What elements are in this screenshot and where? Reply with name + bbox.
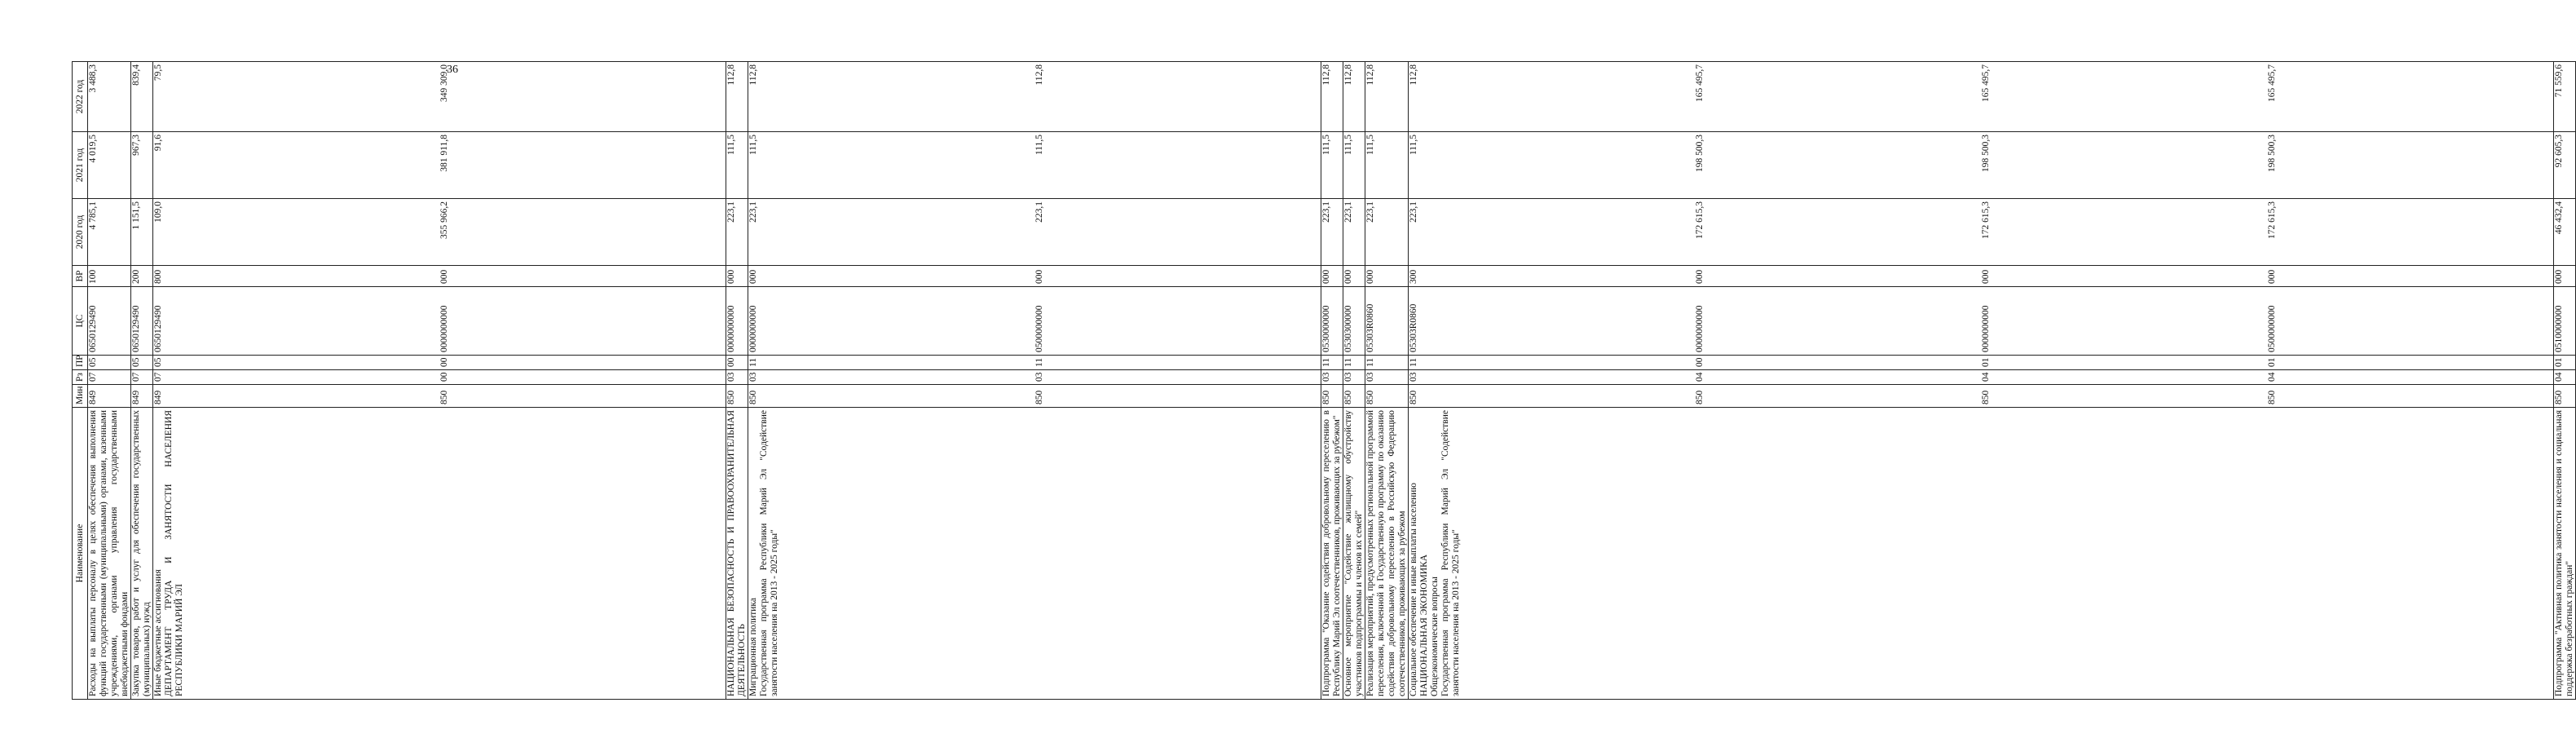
cell-cs-entry: 0000000000 xyxy=(1981,305,1991,352)
cell-min-entry: 850 xyxy=(726,390,736,404)
cell-y2021 xyxy=(748,132,1321,199)
cell-min xyxy=(726,385,748,408)
cell-name-entry: Государственная программа Республики Марий Эл "Содействие занятости населения на 2013 - 2025 годы" xyxy=(759,410,779,696)
cell-vr-entry: 000 xyxy=(1981,269,1991,284)
cell-y2020-entry: 4 785,1 xyxy=(88,201,98,230)
cell-name-entry: Закупка товаров, работ и услуг для обеспечения государственных (муниципальных) нужд xyxy=(131,410,152,696)
header-cs: ЦС xyxy=(73,287,88,356)
cell-min-entry: 850 xyxy=(1321,390,1331,404)
page-number: 36 xyxy=(447,64,458,76)
cell-pr-entry: 11 xyxy=(1034,357,1044,367)
cell-name xyxy=(153,408,726,700)
cell-name-entry: Государственная программа Республики Марий Эл "Содействие занятости населения на 2013 - 2025 годы" xyxy=(1440,410,1461,696)
cell-y2021 xyxy=(2554,132,2576,199)
cell-y2020-entry: 223,1 xyxy=(748,201,758,223)
cell-rz xyxy=(153,370,726,385)
cell-cs-entry: 0650129490 xyxy=(88,305,98,352)
cell-vr-entry: 000 xyxy=(2554,269,2564,284)
header-rz: Рз xyxy=(73,370,88,385)
header-name: Наименование xyxy=(73,408,88,700)
cell-y2022 xyxy=(1365,62,1409,132)
table-body xyxy=(88,62,2576,700)
table-row xyxy=(1409,62,2554,700)
cell-min-entry: 850 xyxy=(1981,390,1991,404)
cell-rz-entry: 03 xyxy=(1343,372,1353,382)
cell-y2021-entry: 4 019,5 xyxy=(88,135,98,163)
table-row xyxy=(131,62,153,700)
cell-vr xyxy=(1321,266,1343,287)
budget-table xyxy=(72,61,2576,700)
cell-y2021-entry: 198 500,3 xyxy=(2267,135,2277,172)
table-row xyxy=(748,62,1321,700)
cell-name xyxy=(748,408,1321,700)
cell-vr-entry: 200 xyxy=(131,269,141,284)
cell-name xyxy=(2554,408,2576,700)
cell-cs xyxy=(1321,287,1343,356)
cell-y2022 xyxy=(1321,62,1343,132)
cell-pr-entry: 00 xyxy=(439,357,449,367)
cell-vr-entry: 000 xyxy=(1695,269,1705,284)
cell-rz-entry: 03 xyxy=(1365,372,1375,382)
cell-y2022-entry: 71 559,6 xyxy=(2554,64,2564,98)
cell-vr-entry: 100 xyxy=(88,269,98,284)
cell-cs-entry: 0510000000 xyxy=(2554,305,2564,352)
cell-pr xyxy=(1343,356,1365,370)
cell-y2020-entry: 223,1 xyxy=(1034,201,1044,223)
cell-name-entry: Миграционная политика xyxy=(748,598,758,696)
cell-min-entry: 850 xyxy=(1034,390,1044,404)
cell-pr xyxy=(88,356,131,370)
cell-pr xyxy=(726,356,748,370)
cell-pr-entry: 11 xyxy=(1365,357,1375,367)
cell-y2022-entry: 165 495,7 xyxy=(1981,64,1991,102)
cell-pr-entry: 11 xyxy=(748,357,758,367)
cell-vr-entry: 800 xyxy=(153,269,163,284)
cell-name xyxy=(88,408,131,700)
cell-y2021 xyxy=(1365,132,1409,199)
cell-y2022-entry: 79,5 xyxy=(153,64,163,82)
cell-y2020-entry: 1 151,5 xyxy=(131,201,141,230)
cell-y2022-entry: 165 495,7 xyxy=(2267,64,2277,102)
cell-cs-entry: 0650129490 xyxy=(131,305,141,352)
cell-y2020 xyxy=(153,199,726,266)
cell-name-entry: Социальное обеспечение и иные выплаты населению xyxy=(1409,483,1418,696)
header-2021: 2021 год xyxy=(73,132,88,199)
cell-rz xyxy=(1321,370,1343,385)
cell-cs xyxy=(748,287,1321,356)
cell-vr xyxy=(726,266,748,287)
cell-cs-entry: 0000000000 xyxy=(439,305,449,352)
cell-y2021 xyxy=(88,132,131,199)
table-row xyxy=(2554,62,2576,700)
cell-min xyxy=(1409,385,2554,408)
cell-name xyxy=(1365,408,1409,700)
cell-name-entry: НАЦИОНАЛЬНАЯ ЭКОНОМИКА xyxy=(1419,554,1429,696)
cell-name-entry: Реализация мероприятий, предусмотренных региональной программой переселения, включенной в Государственную программу по оказанию содействия добровольному переселению в Российскую Федерацию соотечественников, проживающих за рубежом xyxy=(1365,410,1407,696)
cell-y2021 xyxy=(1343,132,1365,199)
cell-y2020-entry: 46 432,4 xyxy=(2554,201,2564,235)
cell-y2020-entry: 223,1 xyxy=(1365,201,1375,223)
cell-vr-entry: 000 xyxy=(1365,269,1375,284)
cell-vr-entry: 300 xyxy=(1409,269,1418,284)
cell-y2020 xyxy=(88,199,131,266)
cell-y2022-entry: 112,8 xyxy=(748,64,758,86)
cell-rz-entry: 07 xyxy=(153,372,163,382)
cell-min xyxy=(88,385,131,408)
cell-cs-entry: 0650129490 xyxy=(153,305,163,352)
cell-name xyxy=(1409,408,2554,700)
cell-cs-entry: 05303R0860 xyxy=(1409,303,1418,352)
cell-y2021-entry: 967,3 xyxy=(131,135,141,156)
cell-pr-entry: 01 xyxy=(2554,357,2564,367)
cell-rz xyxy=(726,370,748,385)
cell-rz-entry: 04 xyxy=(1695,372,1705,382)
cell-rz xyxy=(131,370,153,385)
cell-min-entry: 850 xyxy=(1343,390,1353,404)
cell-cs xyxy=(153,287,726,356)
cell-y2021-entry: 111,5 xyxy=(748,135,758,156)
cell-min-entry: 849 xyxy=(131,390,141,404)
cell-vr-entry: 000 xyxy=(1034,269,1044,284)
cell-name xyxy=(1343,408,1365,700)
cell-y2020-entry: 223,1 xyxy=(1409,201,1418,223)
cell-y2022 xyxy=(1409,62,2554,132)
cell-rz xyxy=(88,370,131,385)
cell-min-entry: 850 xyxy=(1695,390,1705,404)
cell-y2022 xyxy=(1343,62,1365,132)
cell-y2022 xyxy=(153,62,726,132)
cell-pr-entry: 00 xyxy=(1695,357,1705,367)
cell-y2020-entry: 109,0 xyxy=(153,201,163,223)
cell-y2021-entry: 198 500,3 xyxy=(1695,135,1705,172)
cell-name xyxy=(1321,408,1343,700)
cell-min-entry: 850 xyxy=(2554,390,2564,404)
header-min: Мин xyxy=(73,385,88,408)
cell-rz-entry: 03 xyxy=(1034,372,1044,382)
cell-pr xyxy=(2554,356,2576,370)
cell-y2021-entry: 198 500,3 xyxy=(1981,135,1991,172)
cell-pr xyxy=(131,356,153,370)
cell-y2020 xyxy=(1365,199,1409,266)
header-vr: ВР xyxy=(73,266,88,287)
cell-rz xyxy=(1343,370,1365,385)
cell-cs xyxy=(88,287,131,356)
cell-y2022-entry: 112,8 xyxy=(1034,64,1044,86)
cell-y2021-entry: 111,5 xyxy=(1321,135,1331,156)
cell-vr xyxy=(1343,266,1365,287)
cell-y2021 xyxy=(726,132,748,199)
cell-name-entry: Общеэкономические вопросы xyxy=(1430,577,1440,696)
cell-y2022-entry: 112,8 xyxy=(1409,64,1418,86)
header-2022: 2022 год xyxy=(73,62,88,132)
cell-cs xyxy=(1343,287,1365,356)
cell-cs-entry: 0500000000 xyxy=(2267,305,2277,352)
cell-rz xyxy=(1409,370,2554,385)
cell-y2020-entry: 223,1 xyxy=(726,201,736,223)
cell-rz-entry: 03 xyxy=(748,372,758,382)
cell-min-entry: 850 xyxy=(439,390,449,404)
cell-y2022 xyxy=(2554,62,2576,132)
cell-y2022-entry: 165 495,7 xyxy=(1695,64,1705,102)
header-pr: ПР xyxy=(73,356,88,370)
cell-y2022-entry: 3 488,3 xyxy=(88,64,98,93)
cell-vr xyxy=(131,266,153,287)
cell-vr xyxy=(2554,266,2576,287)
cell-y2022-entry: 112,8 xyxy=(1365,64,1375,86)
cell-min-entry: 850 xyxy=(748,390,758,404)
cell-y2022 xyxy=(131,62,153,132)
cell-pr xyxy=(748,356,1321,370)
cell-name-entry: Основное мероприятие "Содействие жилищному обустройству участников подпрограммы и членов их семей" xyxy=(1343,410,1364,696)
cell-name-entry: ДЕПАРТАМЕНТ ТРУДА И ЗАНЯТОСТИ НАСЕЛЕНИЯ РЕСПУБЛИКИ МАРИЙ ЭЛ xyxy=(164,410,184,696)
cell-vr-entry: 000 xyxy=(2267,269,2277,284)
cell-y2021-entry: 92 605,3 xyxy=(2554,135,2564,168)
cell-y2022-entry: 112,8 xyxy=(1343,64,1353,86)
cell-y2020-entry: 223,1 xyxy=(1321,201,1331,223)
cell-rz-entry: 04 xyxy=(1981,372,1991,382)
cell-name-entry: НАЦИОНАЛЬНАЯ БЕЗОПАСНОСТЬ И ПРАВООХРАНИТЕЛЬНАЯ ДЕЯТЕЛЬНОСТЬ xyxy=(726,410,747,696)
cell-rz-entry: 03 xyxy=(726,372,736,382)
cell-y2021-entry: 111,5 xyxy=(1034,135,1044,156)
cell-vr xyxy=(748,266,1321,287)
cell-vr xyxy=(88,266,131,287)
cell-y2020 xyxy=(2554,199,2576,266)
cell-min xyxy=(748,385,1321,408)
cell-y2020 xyxy=(726,199,748,266)
cell-y2021-entry: 381 911,8 xyxy=(439,135,449,172)
cell-rz-entry: 03 xyxy=(1409,372,1418,382)
cell-vr xyxy=(1365,266,1409,287)
cell-vr-entry: 000 xyxy=(726,269,736,284)
cell-y2020 xyxy=(1409,199,2554,266)
cell-vr-entry: 000 xyxy=(1321,269,1331,284)
cell-pr-entry: 01 xyxy=(1981,357,1991,367)
cell-y2021 xyxy=(131,132,153,199)
cell-cs-entry: 05303R0860 xyxy=(1365,303,1375,352)
cell-min-entry: 849 xyxy=(88,390,98,404)
cell-y2020 xyxy=(1321,199,1343,266)
cell-pr-entry: 00 xyxy=(726,357,736,367)
cell-y2020-entry: 223,1 xyxy=(1343,201,1353,223)
cell-min xyxy=(2554,385,2576,408)
cell-y2020 xyxy=(748,199,1321,266)
cell-y2022 xyxy=(726,62,748,132)
cell-vr-entry: 000 xyxy=(439,269,449,284)
cell-rz-entry: 07 xyxy=(88,372,98,382)
cell-y2022-entry: 112,8 xyxy=(1321,64,1331,86)
cell-rz-entry: 04 xyxy=(2554,372,2564,382)
cell-rz-entry: 04 xyxy=(2267,372,2277,382)
cell-cs xyxy=(726,287,748,356)
cell-y2021 xyxy=(1321,132,1343,199)
cell-min-entry: 850 xyxy=(1365,390,1375,404)
cell-y2022-entry: 839,4 xyxy=(131,64,141,86)
cell-min xyxy=(131,385,153,408)
table-header-row xyxy=(73,62,88,700)
cell-name-entry: Подпрограмма "Активная политика занятости населения и социальная поддержка безработных граждан" xyxy=(2554,410,2574,696)
cell-name-entry: Иные бюджетные ассигнования xyxy=(153,569,163,696)
cell-min-entry: 850 xyxy=(1409,390,1418,404)
cell-name xyxy=(131,408,153,700)
cell-vr-entry: 000 xyxy=(1343,269,1353,284)
cell-rz-entry: 00 xyxy=(439,372,449,382)
cell-cs-entry: 0530300000 xyxy=(1343,305,1353,352)
cell-y2022 xyxy=(88,62,131,132)
cell-min-entry: 849 xyxy=(153,390,163,404)
cell-cs-entry: 0000000000 xyxy=(726,305,736,352)
cell-cs-entry: 0500000000 xyxy=(1034,305,1044,352)
cell-pr-entry: 05 xyxy=(131,357,141,367)
cell-min xyxy=(1365,385,1409,408)
cell-pr xyxy=(1321,356,1343,370)
cell-pr-entry: 11 xyxy=(1409,357,1418,367)
cell-rz xyxy=(1365,370,1409,385)
cell-rz-entry: 03 xyxy=(1321,372,1331,382)
cell-pr xyxy=(153,356,726,370)
cell-y2020 xyxy=(1343,199,1365,266)
cell-min-entry: 850 xyxy=(2267,390,2277,404)
cell-y2021-entry: 111,5 xyxy=(1409,135,1418,156)
header-2020: 2020 год xyxy=(73,199,88,266)
cell-cs xyxy=(1365,287,1409,356)
table-row xyxy=(726,62,748,700)
cell-y2021-entry: 111,5 xyxy=(726,135,736,156)
cell-vr xyxy=(1409,266,2554,287)
cell-vr xyxy=(153,266,726,287)
cell-cs-entry: 0000000000 xyxy=(1695,305,1705,352)
cell-min xyxy=(1321,385,1343,408)
cell-y2020-entry: 172 615,3 xyxy=(1695,201,1705,239)
cell-pr-entry: 11 xyxy=(1343,357,1353,367)
cell-y2022 xyxy=(748,62,1321,132)
cell-y2021-entry: 91,6 xyxy=(153,135,163,152)
cell-y2021-entry: 111,5 xyxy=(1343,135,1353,156)
cell-y2021 xyxy=(1409,132,2554,199)
cell-rz xyxy=(748,370,1321,385)
cell-cs-entry: 0000000000 xyxy=(748,305,758,352)
cell-name-entry: Расходы на выплаты персоналу в целях обеспечения выполнения функций государственными (муниципальными) органами, казенными учреждениями, органами управления государственными внебюджетными фондами xyxy=(88,410,130,696)
cell-pr-entry: 11 xyxy=(1321,357,1331,367)
table-row xyxy=(88,62,131,700)
cell-rz xyxy=(2554,370,2576,385)
table-row xyxy=(1321,62,1343,700)
cell-min xyxy=(153,385,726,408)
cell-cs xyxy=(2554,287,2576,356)
cell-cs xyxy=(1409,287,2554,356)
cell-name xyxy=(726,408,748,700)
table-row xyxy=(153,62,726,700)
cell-y2020-entry: 355 966,2 xyxy=(439,201,449,239)
cell-rz-entry: 07 xyxy=(131,372,141,382)
cell-y2020-entry: 172 615,3 xyxy=(2267,201,2277,239)
cell-y2020 xyxy=(131,199,153,266)
cell-y2021 xyxy=(153,132,726,199)
cell-cs-entry: 0530000000 xyxy=(1321,305,1331,352)
cell-pr-entry: 05 xyxy=(153,357,163,367)
cell-min xyxy=(1343,385,1365,408)
cell-cs xyxy=(131,287,153,356)
cell-pr-entry: 01 xyxy=(2267,357,2277,367)
cell-pr xyxy=(1365,356,1409,370)
cell-name-entry: Подпрограмма "Оказание содействия добровольному переселению в Республику Марий Эл соотечественников, проживающих за рубежом" xyxy=(1321,410,1342,696)
cell-pr-entry: 05 xyxy=(88,357,98,367)
cell-y2020-entry: 172 615,3 xyxy=(1981,201,1991,239)
table-row xyxy=(1365,62,1409,700)
cell-y2022-entry: 349 309,0 xyxy=(439,64,449,102)
cell-vr-entry: 000 xyxy=(748,269,758,284)
cell-y2021-entry: 111,5 xyxy=(1365,135,1375,156)
cell-pr xyxy=(1409,356,2554,370)
cell-y2022-entry: 112,8 xyxy=(726,64,736,86)
table-row xyxy=(1343,62,1365,700)
